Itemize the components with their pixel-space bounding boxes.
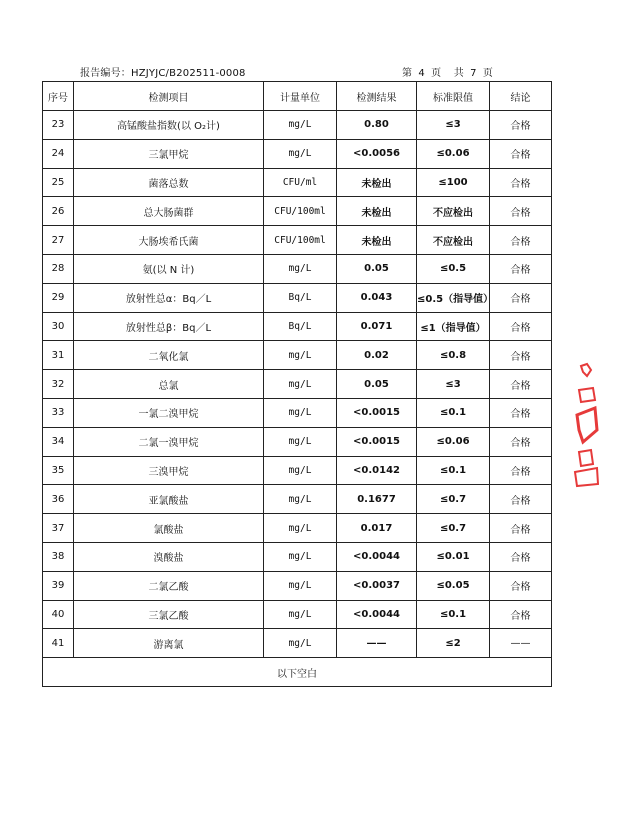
row-conclusion: 合格 xyxy=(490,226,552,255)
row-item: 三溴甲烷 xyxy=(74,456,264,485)
row-no: 31 xyxy=(43,341,74,370)
row-limit: ≤0.7 xyxy=(417,485,490,514)
table-row xyxy=(43,571,552,600)
table-row xyxy=(43,427,552,456)
row-unit: mg/L xyxy=(264,629,337,658)
row-conclusion: 合格 xyxy=(490,197,552,226)
row-limit: ≤0.06 xyxy=(417,427,490,456)
row-result: 0.05 xyxy=(337,370,417,399)
report-id: 报告编号：HZJYJC/B202511-0008 xyxy=(80,68,246,79)
row-result: <0.0142 xyxy=(337,456,417,485)
row-item: 溴酸盐 xyxy=(74,542,264,571)
row-result: 未检出 xyxy=(337,197,417,226)
row-item: 亚氯酸盐 xyxy=(74,485,264,514)
row-limit: ≤0.5 xyxy=(417,254,490,283)
row-item: 放射性总α：Bq／L xyxy=(74,283,264,312)
row-result: <0.0037 xyxy=(337,571,417,600)
table-body xyxy=(43,111,552,658)
row-no: 38 xyxy=(43,542,74,571)
row-item: 大肠埃希氏菌 xyxy=(74,226,264,255)
row-result: <0.0044 xyxy=(337,542,417,571)
row-no: 34 xyxy=(43,427,74,456)
row-unit: mg/L xyxy=(264,427,337,456)
row-no: 28 xyxy=(43,254,74,283)
row-no: 27 xyxy=(43,226,74,255)
row-result: 未检出 xyxy=(337,226,417,255)
table-row xyxy=(43,341,552,370)
table-row xyxy=(43,168,552,197)
blank-note: 以下空白 xyxy=(43,658,552,687)
row-conclusion: 合格 xyxy=(490,514,552,543)
row-unit: mg/L xyxy=(264,600,337,629)
row-unit: mg/L xyxy=(264,571,337,600)
row-item: 二氯乙酸 xyxy=(74,571,264,600)
row-unit: mg/L xyxy=(264,485,337,514)
row-no: 25 xyxy=(43,168,74,197)
table-row xyxy=(43,111,552,140)
row-conclusion: 合格 xyxy=(490,139,552,168)
row-limit: ≤0.01 xyxy=(417,542,490,571)
row-result: 0.071 xyxy=(337,312,417,341)
row-unit: mg/L xyxy=(264,139,337,168)
row-no: 35 xyxy=(43,456,74,485)
row-conclusion: 合格 xyxy=(490,571,552,600)
row-item: 放射性总β：Bq／L xyxy=(74,312,264,341)
red-seal-stamp xyxy=(573,360,599,488)
row-unit: CFU/ml xyxy=(264,168,337,197)
row-item: 菌落总数 xyxy=(74,168,264,197)
footer-row xyxy=(43,658,552,687)
col-header-result: 检测结果 xyxy=(337,82,417,111)
col-header-item: 检测项目 xyxy=(74,82,264,111)
row-limit: ≤0.5（指导值） xyxy=(417,283,490,312)
stamp-icon xyxy=(575,364,598,486)
row-result: <0.0044 xyxy=(337,600,417,629)
col-header-unit: 计量单位 xyxy=(264,82,337,111)
row-no: 39 xyxy=(43,571,74,600)
col-header-no: 序号 xyxy=(43,82,74,111)
col-header-conclusion: 结论 xyxy=(490,82,552,111)
row-conclusion: 合格 xyxy=(490,398,552,427)
table-row xyxy=(43,139,552,168)
row-result: <0.0015 xyxy=(337,427,417,456)
row-item: 总大肠菌群 xyxy=(74,197,264,226)
col-header-limit: 标准限值 xyxy=(417,82,490,111)
row-no: 29 xyxy=(43,283,74,312)
row-limit: ≤2 xyxy=(417,629,490,658)
row-result: 0.043 xyxy=(337,283,417,312)
row-item: 二氯一溴甲烷 xyxy=(74,427,264,456)
table-row xyxy=(43,226,552,255)
table-row xyxy=(43,542,552,571)
row-no: 40 xyxy=(43,600,74,629)
row-result: 0.02 xyxy=(337,341,417,370)
row-conclusion: 合格 xyxy=(490,312,552,341)
results-table xyxy=(42,81,552,687)
row-conclusion: 合格 xyxy=(490,600,552,629)
row-unit: CFU/100ml xyxy=(264,226,337,255)
table-row xyxy=(43,312,552,341)
row-limit: ≤0.05 xyxy=(417,571,490,600)
row-no: 23 xyxy=(43,111,74,140)
row-unit: mg/L xyxy=(264,254,337,283)
row-no: 37 xyxy=(43,514,74,543)
row-unit: mg/L xyxy=(264,341,337,370)
row-item: 三氯甲烷 xyxy=(74,139,264,168)
row-unit: mg/L xyxy=(264,398,337,427)
row-conclusion: 合格 xyxy=(490,254,552,283)
table-row xyxy=(43,456,552,485)
row-unit: mg/L xyxy=(264,111,337,140)
row-conclusion: 合格 xyxy=(490,427,552,456)
row-unit: mg/L xyxy=(264,514,337,543)
table-row xyxy=(43,197,552,226)
row-conclusion: —— xyxy=(490,629,552,658)
row-no: 33 xyxy=(43,398,74,427)
row-no: 32 xyxy=(43,370,74,399)
row-no: 36 xyxy=(43,485,74,514)
table-row xyxy=(43,370,552,399)
row-item: 总氯 xyxy=(74,370,264,399)
row-item: 二氧化氯 xyxy=(74,341,264,370)
row-conclusion: 合格 xyxy=(490,542,552,571)
row-result: 0.05 xyxy=(337,254,417,283)
row-result: <0.0015 xyxy=(337,398,417,427)
row-unit: Bq/L xyxy=(264,312,337,341)
row-result: 0.80 xyxy=(337,111,417,140)
row-limit: ≤0.1 xyxy=(417,398,490,427)
row-limit: ≤3 xyxy=(417,111,490,140)
row-item: 高锰酸盐指数(以 O₂计) xyxy=(74,111,264,140)
table-row xyxy=(43,629,552,658)
row-unit: mg/L xyxy=(264,542,337,571)
row-unit: mg/L xyxy=(264,456,337,485)
row-no: 26 xyxy=(43,197,74,226)
row-unit: Bq/L xyxy=(264,283,337,312)
table-row xyxy=(43,398,552,427)
page-info: 第 4 页 共 7 页 xyxy=(402,68,493,79)
row-conclusion: 合格 xyxy=(490,341,552,370)
row-conclusion: 合格 xyxy=(490,283,552,312)
row-result: 未检出 xyxy=(337,168,417,197)
row-no: 41 xyxy=(43,629,74,658)
row-limit: ≤0.1 xyxy=(417,456,490,485)
row-limit: ≤1（指导值） xyxy=(417,312,490,341)
row-no: 24 xyxy=(43,139,74,168)
row-result: —— xyxy=(337,629,417,658)
row-result: <0.0056 xyxy=(337,139,417,168)
row-conclusion: 合格 xyxy=(490,370,552,399)
table-header-row xyxy=(43,82,552,111)
row-limit: ≤0.1 xyxy=(417,600,490,629)
row-item: 氨(以 N 计) xyxy=(74,254,264,283)
row-limit: ≤100 xyxy=(417,168,490,197)
row-conclusion: 合格 xyxy=(490,168,552,197)
table-row xyxy=(43,514,552,543)
row-item: 一氯二溴甲烷 xyxy=(74,398,264,427)
table-row xyxy=(43,485,552,514)
row-limit: ≤0.8 xyxy=(417,341,490,370)
page-header xyxy=(80,64,550,80)
row-conclusion: 合格 xyxy=(490,485,552,514)
row-unit: mg/L xyxy=(264,370,337,399)
row-no: 30 xyxy=(43,312,74,341)
row-result: 0.1677 xyxy=(337,485,417,514)
row-limit: ≤3 xyxy=(417,370,490,399)
table-row xyxy=(43,283,552,312)
row-limit: 不应检出 xyxy=(417,197,490,226)
table-row xyxy=(43,600,552,629)
row-limit: ≤0.7 xyxy=(417,514,490,543)
row-result: 0.017 xyxy=(337,514,417,543)
row-unit: CFU/100ml xyxy=(264,197,337,226)
row-item: 氯酸盐 xyxy=(74,514,264,543)
row-conclusion: 合格 xyxy=(490,111,552,140)
row-limit: 不应检出 xyxy=(417,226,490,255)
table-row xyxy=(43,254,552,283)
row-conclusion: 合格 xyxy=(490,456,552,485)
row-limit: ≤0.06 xyxy=(417,139,490,168)
row-item: 游离氯 xyxy=(74,629,264,658)
row-item: 三氯乙酸 xyxy=(74,600,264,629)
